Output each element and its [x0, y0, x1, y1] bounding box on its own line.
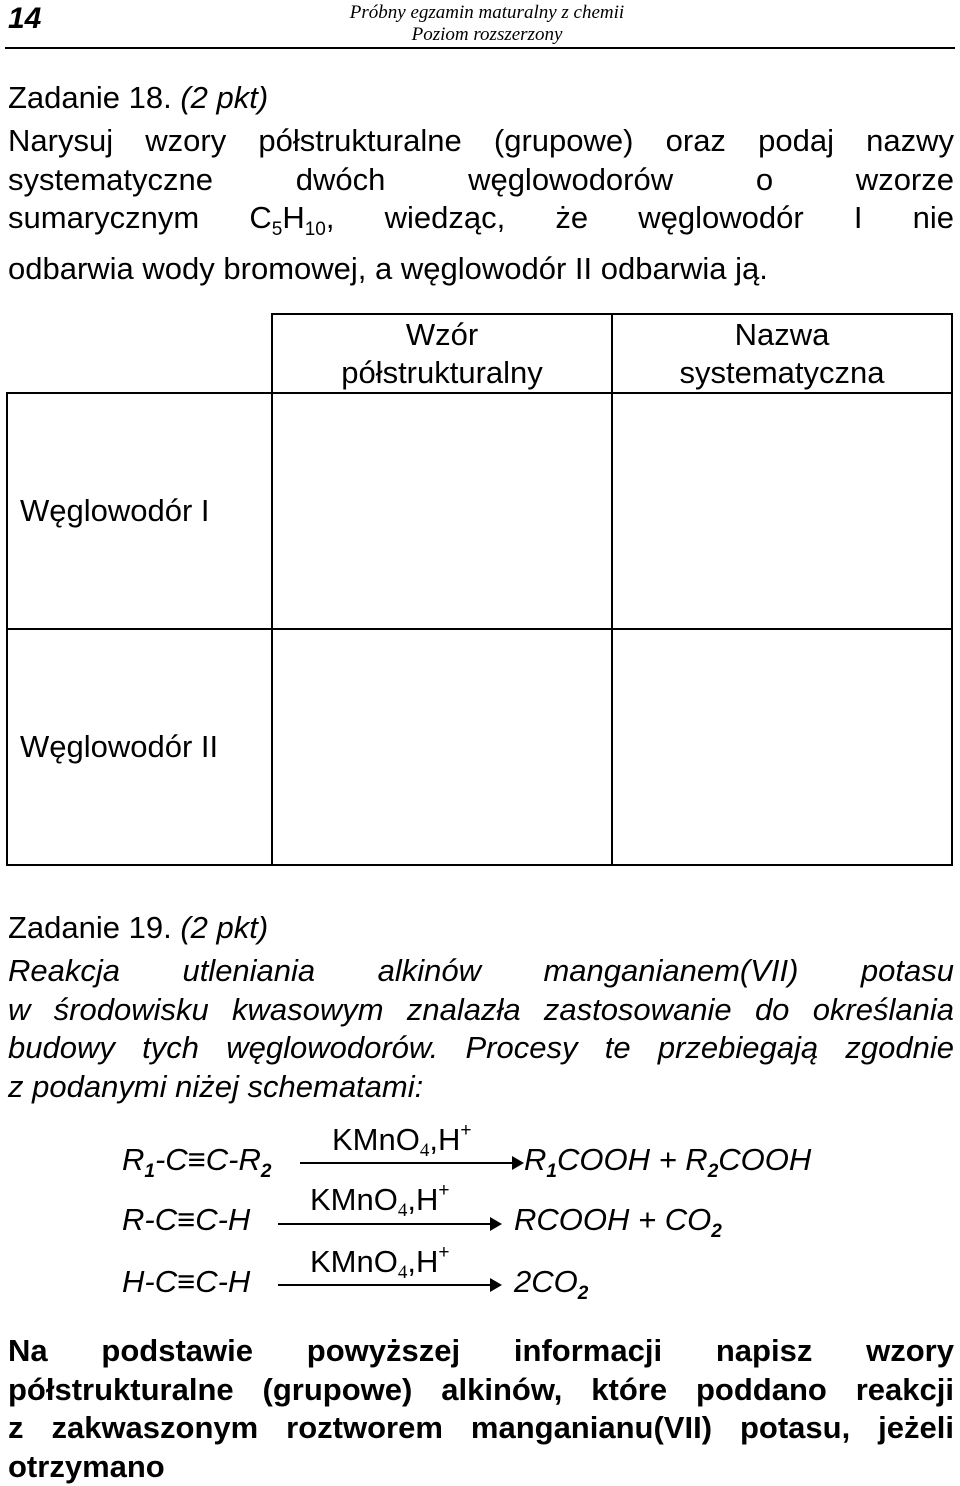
table-corner — [7, 314, 272, 393]
task-19-question-line-3: z zakwaszonym roztworem manganianu(VII) potasu, jeżeli — [8, 1410, 954, 1445]
task-18-label: Zadanie 18. — [8, 80, 172, 115]
header-line-1: Próbny egzamin maturalny z chemii — [349, 2, 625, 23]
task-19-question-line-4: otrzymano — [8, 1448, 165, 1484]
task-18-points: (2 pkt) — [180, 80, 269, 115]
reaction-3-products: $2CO_2$ — [514, 1264, 589, 1305]
reaction-1-reactant: $R_1-C\equiv C-R_2$ — [122, 1142, 272, 1183]
task-19-line-3: budowy tych węglowodorów. Procesy te przebiegają zgodnie — [8, 1030, 954, 1065]
answer-cell-formula-1[interactable] — [272, 393, 612, 629]
formula-c-sub: 5 — [271, 219, 283, 241]
answer-cell-name-1[interactable] — [612, 393, 952, 629]
table-header-formula-line-2: półstrukturalny — [341, 354, 543, 390]
task-18-line-3-rest: , wiedząc, że węglowodór I nie — [325, 200, 954, 235]
table-row-label-2: Węglowodór II — [7, 629, 272, 865]
task-19-question-line-1: Na podstawie powyższej informacji napisz wzory — [8, 1333, 954, 1368]
table-header-name-line-2: systematyczna — [679, 354, 885, 390]
reaction-1-products: $R_1COOH$ + $R_2COOH$ — [524, 1142, 812, 1183]
reaction-2-reactant: R-C≡C-H — [122, 1202, 251, 1237]
task-19-points: (2 pkt) — [180, 910, 269, 945]
task-18-line-2: systematyczne dwóch węglowodorów o wzorze — [8, 161, 954, 197]
header-rule — [5, 47, 955, 49]
task-18-heading — [8, 80, 268, 116]
formula-h-sub: 10 — [304, 219, 326, 241]
reaction-2-reagent: KMnO$_4$,H+ — [310, 1180, 450, 1221]
reaction-3-arrow — [278, 1284, 500, 1286]
task-19-line-1: Reakcja utleniania alkinów manganianem(VII) potasu — [8, 953, 954, 988]
header-title — [272, 2, 702, 46]
task-19-heading — [8, 910, 268, 946]
task-18-instructions — [8, 122, 954, 288]
task-19-question-line-2: półstrukturalne (grupowe) alkinów, które poddano reakcji — [8, 1371, 954, 1407]
table-header-name-line-1: Nazwa — [734, 316, 830, 352]
task-19-label: Zadanie 19. — [8, 910, 172, 945]
task-19-description — [8, 952, 954, 1106]
reaction-1-arrow — [300, 1162, 522, 1164]
reaction-2-products: RCOOH + $CO_2$ — [514, 1202, 722, 1243]
reaction-2-arrow — [278, 1223, 500, 1225]
task-18-line-1: Narysuj wzory półstrukturalne (grupowe) oraz podaj nazwy — [8, 123, 954, 158]
answer-table — [6, 313, 953, 866]
task-18-line-4: odbarwia wody bromowej, a węglowodór II odbarwia ją. — [8, 250, 768, 286]
answer-cell-formula-2[interactable] — [272, 629, 612, 865]
reaction-3-reagent: KMnO$_4$,H+ — [310, 1242, 450, 1283]
table-header-formula — [272, 314, 612, 393]
formula-c: sumarycznym C — [8, 200, 272, 235]
table-header-formula-line-1: Wzór — [405, 316, 479, 352]
page-number: 14 — [8, 2, 42, 35]
table-header-name — [612, 314, 952, 393]
task-19-line-4: z podanymi niżej schematami: — [8, 1068, 424, 1104]
table-row-label-1: Węglowodór I — [7, 393, 272, 629]
answer-cell-name-2[interactable] — [612, 629, 952, 865]
formula-h: H — [282, 200, 305, 235]
reaction-1-reagent: KMnO$_4$,H+ — [332, 1120, 472, 1161]
header-line-2: Poziom rozszerzony — [411, 24, 563, 45]
task-19-question — [8, 1332, 954, 1486]
task-19-line-2: w środowisku kwasowym znalazła zastosowanie do określania — [8, 991, 954, 1027]
task-18-line-3 — [8, 199, 954, 250]
reaction-3-reactant: H-C≡C-H — [122, 1264, 251, 1299]
